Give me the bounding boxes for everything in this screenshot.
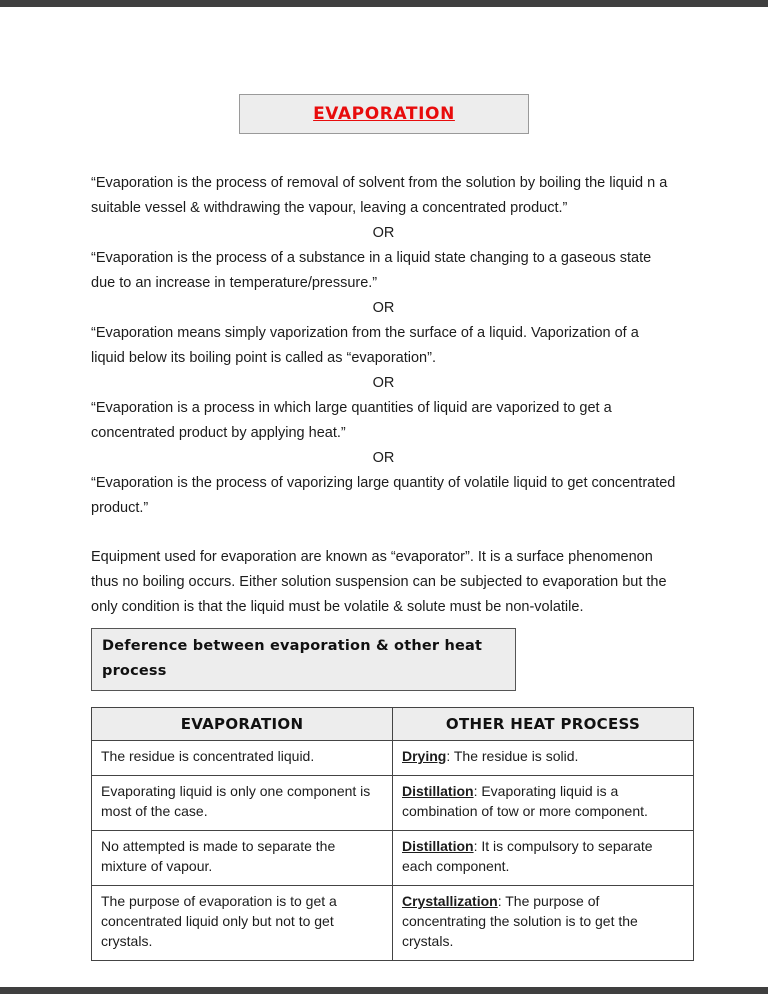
table-header-evaporation: EVAPORATION [92,708,393,741]
table-row [92,886,694,961]
or-separator-3: OR [372,375,395,391]
definition-paragraph-3: “Evaporation means simply vaporization from the surface of a liquid. Vaporization of a liquid below its boiling point is called as “evaporation”. [91,325,639,366]
process-term: Crystallization [402,893,498,909]
process-term: Distillation [402,838,474,854]
bottom-edge-bar [0,987,768,994]
process-description: : The residue is solid. [446,748,579,764]
section-heading-box [91,628,516,691]
or-separator-4: OR [372,450,395,466]
or-separator-1: OR [372,225,395,241]
table-row [92,776,694,831]
table-row [92,741,694,776]
other-process-cell [393,886,694,961]
table-header-other-heat-process: OTHER HEAT PROCESS [393,708,694,741]
process-description: : The purpose of concentrating the solution is to get the crystals. [402,893,638,949]
process-description: : It is compulsory to separate each component. [402,838,653,874]
definition-paragraph-4: “Evaporation is a process in which large quantities of liquid are vaporized to get a concentrated product by applying heat.” [91,400,612,441]
process-term: Distillation [402,783,474,799]
process-description: : Evaporating liquid is a combination of tow or more component. [402,783,648,819]
other-process-cell [393,741,694,776]
definition-paragraph-1: “Evaporation is the process of removal of solvent from the solution by boiling the liquid n a suitable vessel & withdrawing the vapour, leaving a concentrated product.” [91,175,668,216]
other-process-cell [393,776,694,831]
equipment-paragraph: Equipment used for evaporation are known as “evaporator”. It is a surface phenomenon thus no boiling occurs. Either solution suspension can be subjected to evaporation but the only condition is that the liquid must be volatile & solute must be non-volatile. [91,549,667,615]
title-box [239,94,529,134]
other-process-cell [393,831,694,886]
evaporation-cell: No attempted is made to separate the mixture of vapour. [92,831,393,886]
evaporation-cell: Evaporating liquid is only one component is most of the case. [92,776,393,831]
top-edge-bar [0,0,768,7]
definition-paragraph-2: “Evaporation is the process of a substance in a liquid state changing to a gaseous state due to an increase in temperature/pressure.” [91,250,652,291]
evaporation-cell: The residue is concentrated liquid. [92,741,393,776]
document-body [91,171,676,691]
comparison-table [91,707,694,961]
evaporation-cell: The purpose of evaporation is to get a concentrated liquid only but not to get crystals. [92,886,393,961]
table-row [92,831,694,886]
definition-paragraph-5: “Evaporation is the process of vaporizing large quantity of volatile liquid to get concentrated product.” [91,475,676,516]
section-heading-text: Deference between evaporation & other heat process [102,638,483,679]
process-term: Drying [402,748,447,764]
table-header-row [92,708,694,741]
or-separator-2: OR [372,300,395,316]
document-title: EVAPORATION [313,104,455,124]
